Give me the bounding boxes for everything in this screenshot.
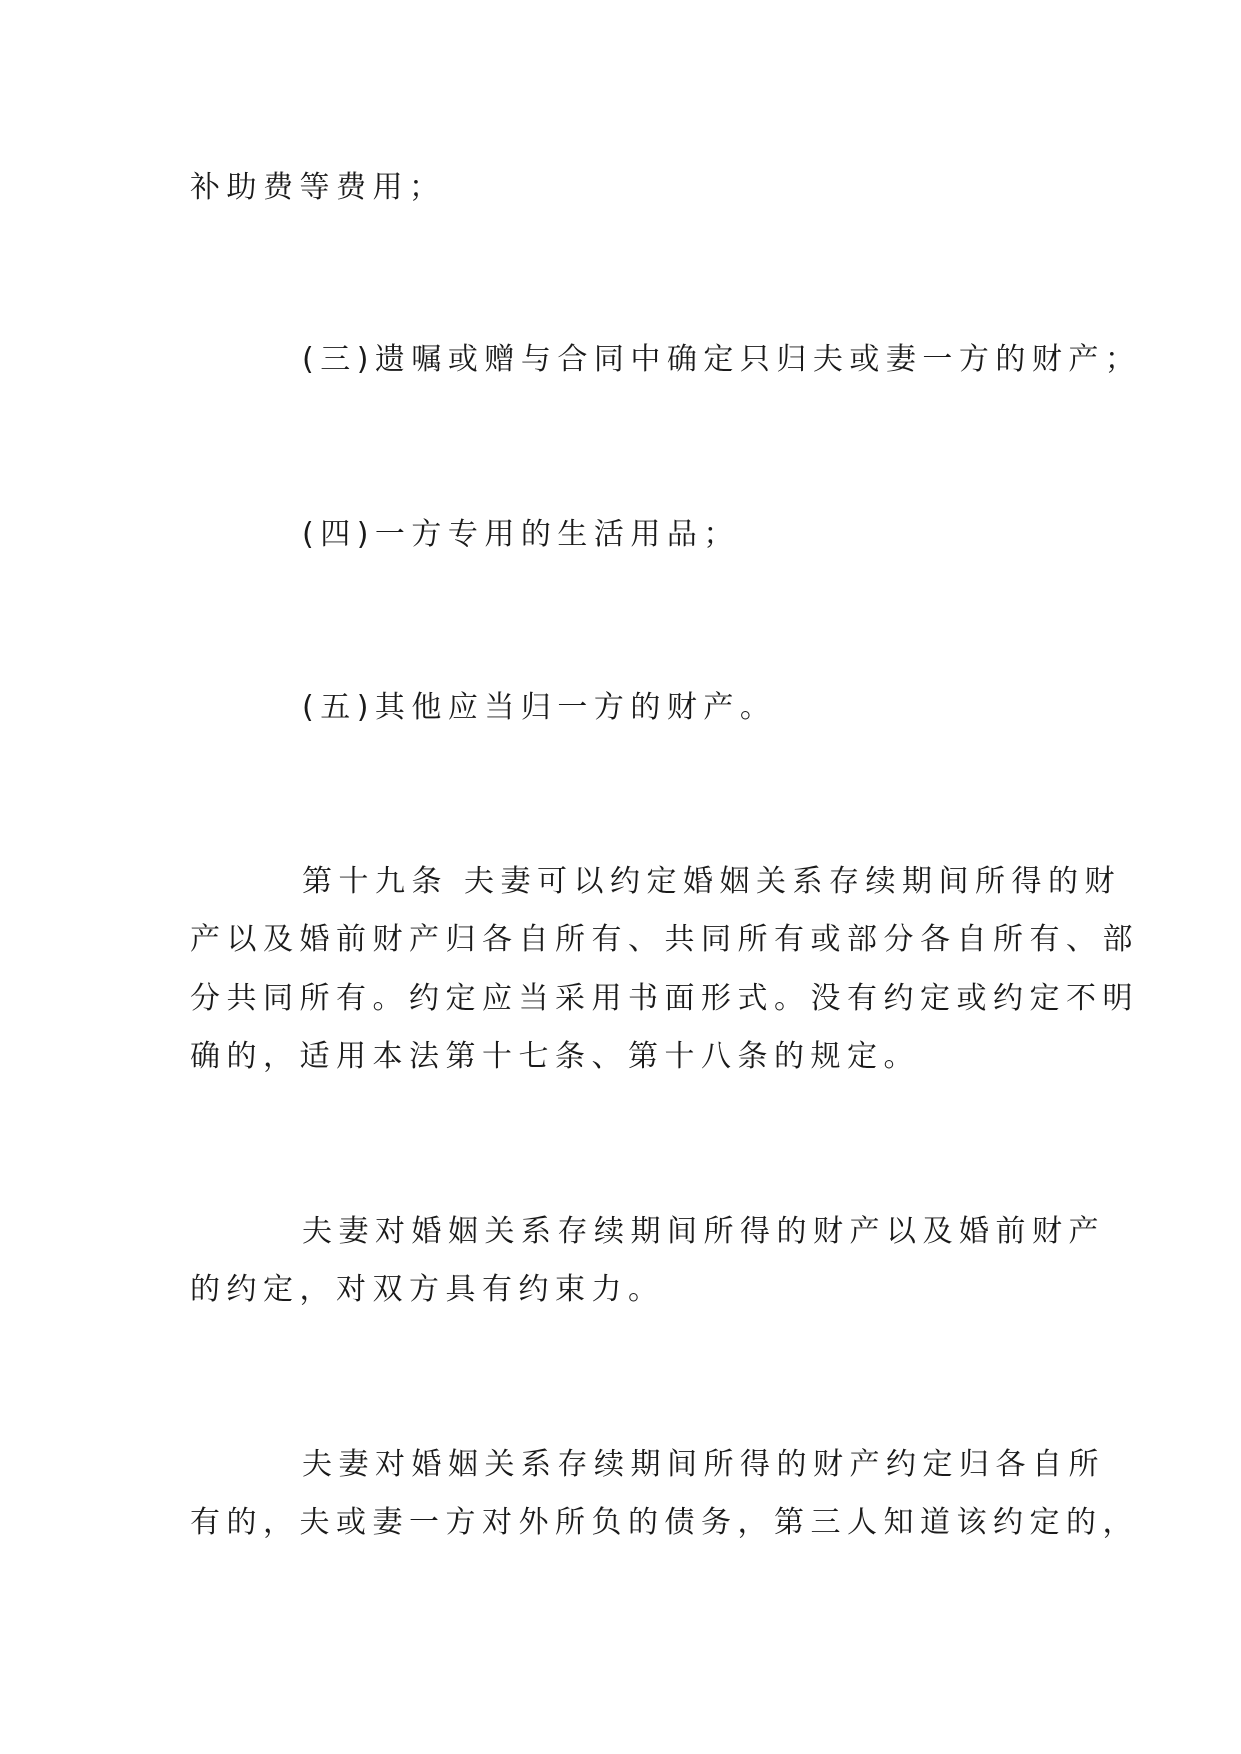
text-line: 有的，夫或妻一方对外所负的债务，第三人知道该约定的， xyxy=(190,1505,1139,1540)
text-line: 产以及婚前财产归各自所有、共同所有或部分各自所有、部 xyxy=(190,922,1139,957)
text-line: 分共同所有。约定应当采用书面形式。没有约定或约定不明 xyxy=(190,981,1139,1016)
text-line: 确的，适用本法第十七条、第十八条的规定。 xyxy=(190,1039,920,1074)
text-line: (三)遗嘱或赠与合同中确定只归夫或妻一方的财产； xyxy=(302,342,1142,377)
text-line: 夫妻对婚姻关系存续期间所得的财产约定归各自所 xyxy=(302,1447,1105,1482)
text-line: (五)其他应当归一方的财产。 xyxy=(302,690,777,725)
text-line: 夫妻对婚姻关系存续期间所得的财产以及婚前财产 xyxy=(302,1214,1105,1249)
text-line: 第十九条 夫妻可以约定婚姻关系存续期间所得的财 xyxy=(302,864,1122,899)
text-line: (四)一方专用的生活用品； xyxy=(302,517,740,552)
text-line: 补助费等费用； xyxy=(190,170,446,205)
text-line: 的约定，对双方具有约束力。 xyxy=(190,1272,665,1307)
